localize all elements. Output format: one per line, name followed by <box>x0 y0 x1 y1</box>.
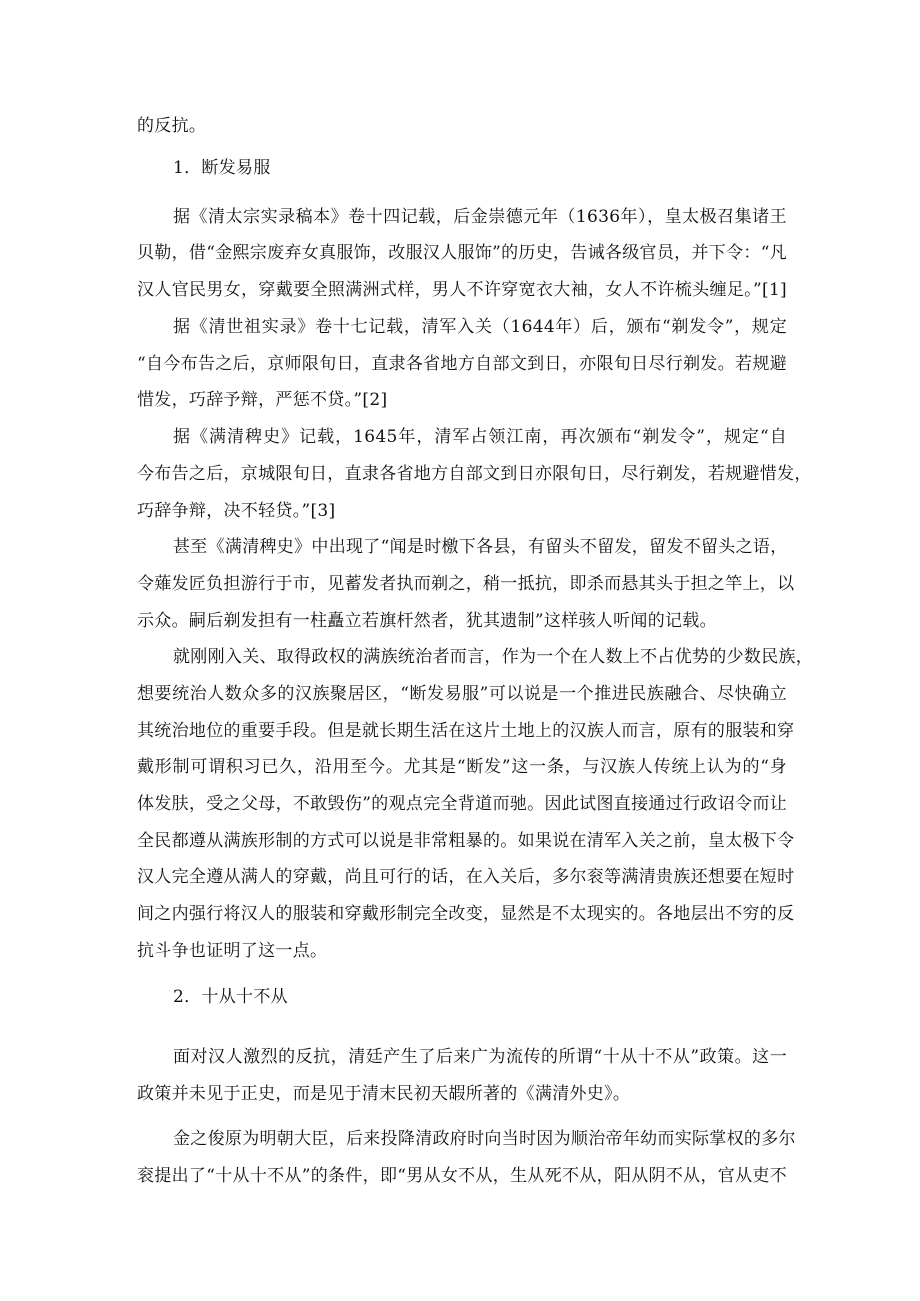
text-line: 戴形制可谓积习已久，沿用至今。尤其是“断发”这一条，与汉族人传统上认为的“身 <box>137 757 787 777</box>
text-line: 据《满清稗史》记载，1645年，清军占领江南，再次颁布“剃发令”，规定“自 <box>173 427 787 447</box>
text-line: “自今布告之后，京师限旬日，直隶各省地方自部文到日，亦限旬日尽行剃发。若规避 <box>137 354 787 374</box>
text-line: 的反抗。 <box>137 116 207 136</box>
text-line: 汉人官民男女，穿戴要全照满洲式样，男人不许穿宽衣大袖，女人不许梳头缠足。”[1] <box>137 280 787 300</box>
text-line: 就刚刚入关、取得政权的满族统治者而言，作为一个在人数上不占优势的少数民族， <box>173 647 814 667</box>
text-line: 衮提出了“十从十不从”的条件，即“男从女不从，生从死不从，阳从阴不从，官从吏不 <box>137 1166 787 1186</box>
text-line: 甚至《满清稗史》中出现了“闻是时檄下各县，有留头不留发，留发不留头之语， <box>173 537 788 557</box>
text-line: 体发肤，受之父母，不敢毁伤”的观点完全背道而驰。因此试图直接通过行政诏令而让 <box>137 794 787 814</box>
text-line: 示众。嗣后剃发担有一柱矗立若旗杆然者，犹其遗制”这样骇人听闻的记载。 <box>137 611 717 631</box>
text-line: 政策并未见于正史，而是见于清末民初天嘏所著的《满清外史》。 <box>137 1084 631 1104</box>
text-line: 今布告之后，京城限旬日，直隶各省地方自部文到日亦限旬日，尽行剃发，若规避惜发， <box>137 464 812 484</box>
section-heading-2: 2．十从十不从 <box>173 987 288 1007</box>
text-line: 据《清太宗实录稿本》卷十四记载，后金崇德元年（1636年），皇太极召集诸王 <box>173 207 787 227</box>
text-line: 间之内强行将汉人的服装和穿戴形制完全改变，显然是不太现实的。各地层出不穷的反 <box>137 904 795 924</box>
text-line: 全民都遵从满族形制的方式可以说是非常粗暴的。如果说在清军入关之前，皇太极下令 <box>137 831 795 851</box>
text-line: 抗斗争也证明了这一点。 <box>137 941 328 961</box>
text-line: 贝勒，借“金熙宗废弃女真服饰，改服汉人服饰”的历史，告诫各级官员，并下令：“凡 <box>137 243 787 263</box>
section-heading-1: 1．断发易服 <box>173 158 271 178</box>
text-line: 面对汉人激烈的反抗，清廷产生了后来广为流传的所谓“十从十不从”政策。这一 <box>173 1047 787 1067</box>
text-line: 其统治地位的重要手段。但是就长期生活在这片土地上的汉族人而言，原有的服装和穿 <box>137 721 795 741</box>
text-line: 想要统治人数众多的汉族聚居区，“断发易服”可以说是一个推进民族融合、尽快确立 <box>137 684 787 704</box>
text-line: 据《清世祖实录》卷十七记载，清军入关（1644年）后，颁布“剃发令”，规定 <box>173 317 787 337</box>
text-line: 令薙发匠负担游行于市，见蓄发者执而剃之，稍一抵抗，即杀而悬其头于担之竿上，以 <box>137 574 795 594</box>
text-line: 惜发，巧辞予辩，严惩不贷。”[2] <box>137 390 388 410</box>
text-line: 汉人完全遵从满人的穿戴，尚且可行的话，在入关后，多尔衮等满清贵族还想要在短时 <box>137 867 795 887</box>
text-line: 金之俊原为明朝大臣，后来投降清政府时向当时因为顺治帝年幼而实际掌权的多尔 <box>173 1129 796 1149</box>
text-line: 巧辞争辩，决不轻贷。”[3] <box>137 501 336 521</box>
